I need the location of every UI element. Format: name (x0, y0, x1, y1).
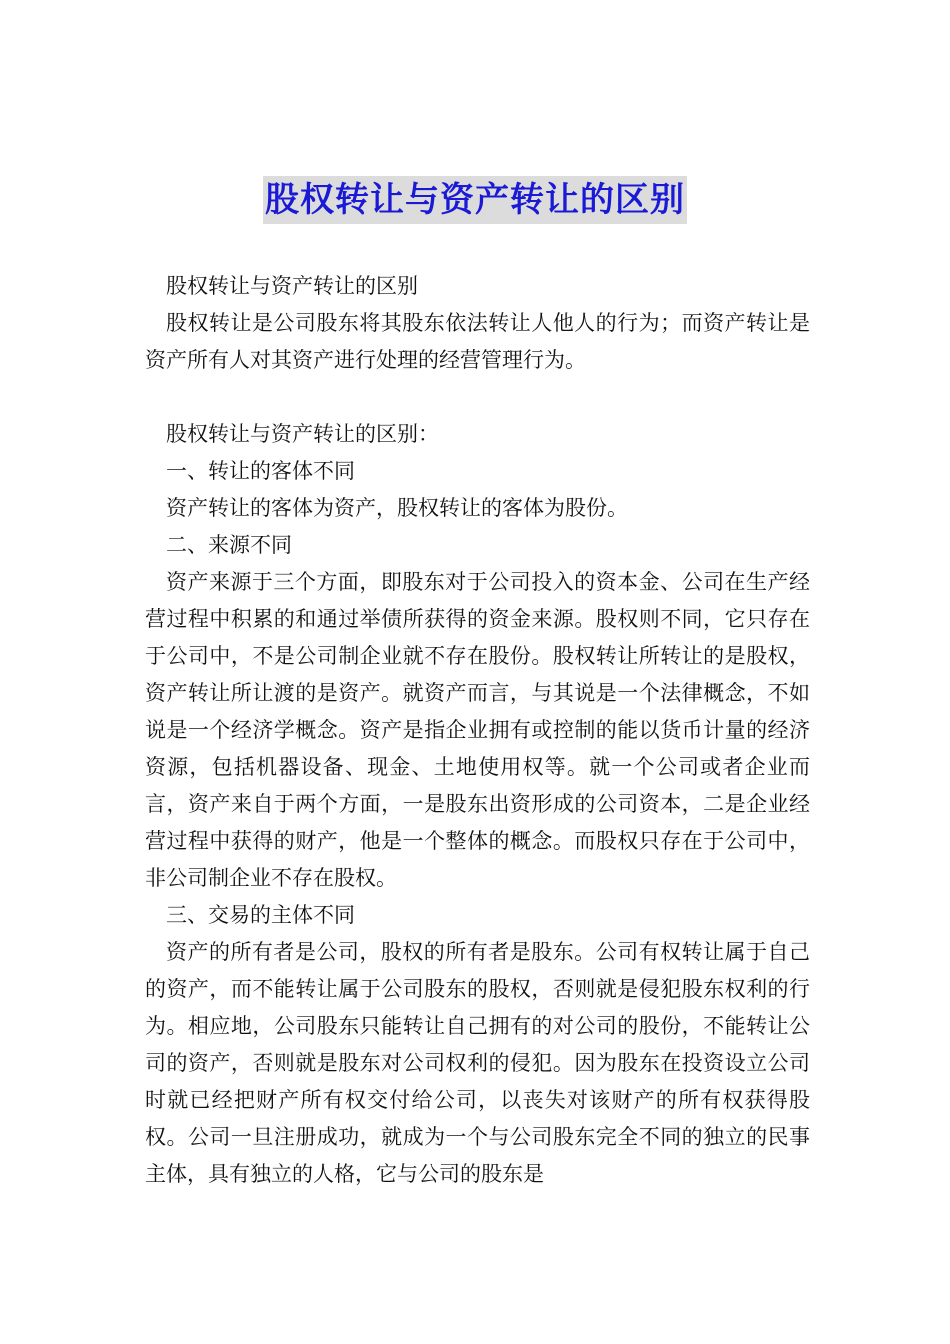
section-heading-2: 二、来源不同 (166, 533, 292, 557)
document-title: 股权转让与资产转让的区别 (263, 176, 687, 224)
paragraph-section-3: 资产的所有者是公司，股权的所有者是股东。公司有权转让属于自己的资产，而不能转让属于公司股东的股权，否则就是侵犯股东权利的行为。相应地，公司股东只能转让自己拥有的对公司的股份，不能转让公司的资产，否则就是股东对公司权利的侵犯。因为股东在投资设立公司时就已经把财产所有权交付给公司，以丧失对该财产的所有权获得股权。公司一旦注册成功，就成为一个与公司股东完全不同的独立的民事主体，具有独立的人格，它与公司的股东是 (145, 940, 810, 1186)
blank-line (145, 379, 810, 416)
document-body (145, 268, 810, 1193)
section-heading-1: 一、转让的客体不同 (166, 459, 355, 483)
title-container (0, 176, 950, 224)
paragraph-section-1: 资产转让的客体为资产，股权转让的客体为股份。 (166, 496, 628, 520)
paragraph-definition: 股权转让是公司股东将其股东依法转让人他人的行为；而资产转让是资产所有人对其资产进行处理的经营管理行为。 (145, 311, 810, 372)
paragraph-intro: 股权转让与资产转让的区别： (166, 422, 439, 446)
section-heading-3: 三、交易的主体不同 (166, 903, 355, 927)
paragraph-heading: 股权转让与资产转让的区别 (166, 274, 418, 298)
paragraph-section-2: 资产来源于三个方面，即股东对于公司投入的资本金、公司在生产经营过程中积累的和通过举债所获得的资金来源。股权则不同，它只存在于公司中，不是公司制企业就不存在股份。股权转让所转让的是股权，资产转让所让渡的是资产。就资产而言，与其说是一个法律概念，不如说是一个经济学概念。资产是指企业拥有或控制的能以货币计量的经济资源，包括机器设备、现金、土地使用权等。就一个公司或者企业而言，资产来自于两个方面，一是股东出资形成的公司资本，二是企业经营过程中获得的财产，他是一个整体的概念。而股权只存在于公司中，非公司制企业不存在股权。 (145, 570, 810, 890)
